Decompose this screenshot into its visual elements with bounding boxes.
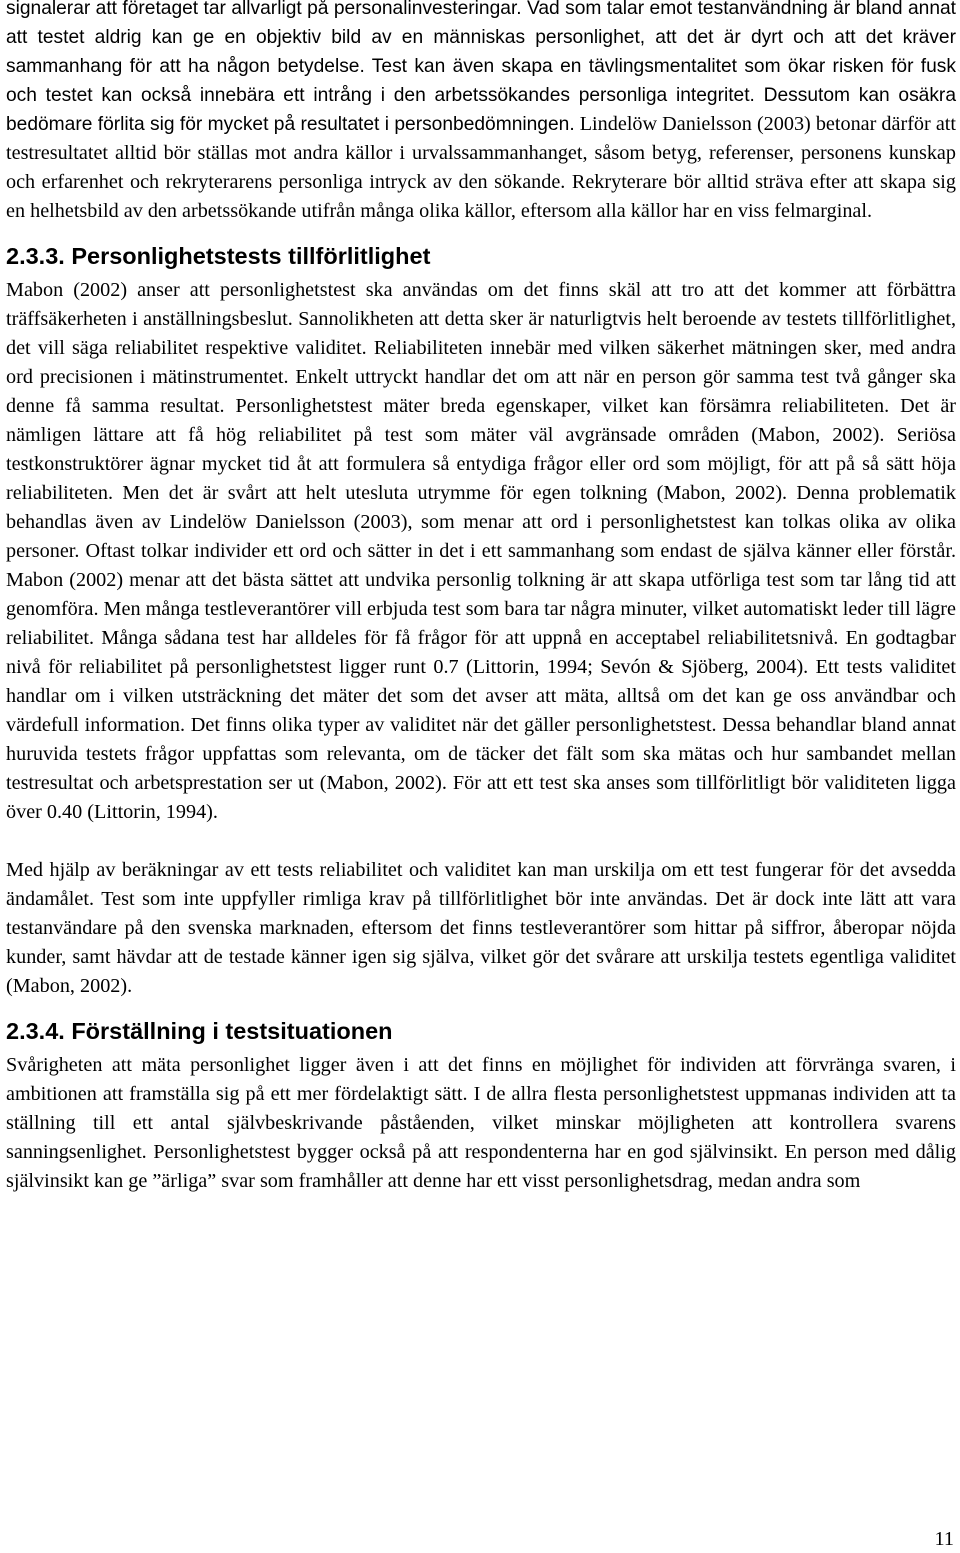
document-page xyxy=(6,0,956,1196)
body-paragraph-1 xyxy=(6,0,956,226)
body-paragraph-4: Svårigheten att mäta personlighet ligger även i att det finns en möjlighet för individen att förvränga svaren, i ambitionen att framställa sig på ett mer fördelaktigt sätt. I de allra flesta personlighetstest uppmanas individen att ta ställning till ett antal självbeskrivande påståenden, vilket minskar möjligheten att kontrollera svarens sanningsenlighet. Personlighetstest bygger också på att respondenterna har en god självinsikt. En person med dålig självinsikt kan ge ”ärliga” svar som framhåller att denne har ett visst personlighetsdrag, medan andra som xyxy=(6,1054,956,1192)
section-heading-2-3-4: 2.3.4. Förställning i testsituationen xyxy=(6,1018,393,1044)
body-paragraph-3: Med hjälp av beräkningar av ett tests reliabilitet och validitet kan man urskilja om ett test fungerar för det avsedda ändamålet. Test som inte uppfyller rimliga krav på tillförlitlighet bör inte användas. Det är dock inte lätt att vara testanvändare på den svenska marknaden, eftersom det finns testleverantörer som hittar på siffror, åberopar nöjda kunder, samt hävdar att de testade känner igen sig själva, vilket gör det svårare att urskilja testets egentliga validitet (Mabon, 2002). xyxy=(6,859,956,997)
paragraph-1-part-3: Lindelöw Danielsson (2003) betonar därför att testresultatet alltid bör ställas mot andra källor i urvalssammanhanget, såsom betyg, referenser, personens kunskap och erfarenhet och rekryterarens personliga intryck av den sökande. Rekryterare bör alltid sträva efter att skapa sig en helhetsbild av den arbetssökande utifrån många olika källor, eftersom alla källor har en viss felmarginal. xyxy=(6,113,956,222)
paragraph-1-part-2: personlighet, att det är dyrt och att det kräver sammanhang för att ha någon betydelse. Test kan även skapa en tävlingsmentalitet som ökar risken för fusk och testet kan också innebära ett intrång i den arbetssökandes personliga integritet. Dessutom kan osäkra bedömare förlita sig för mycket på resultatet i personbedömningen. xyxy=(6,27,956,135)
page-number: 11 xyxy=(934,1528,954,1550)
paragraph-1-part-1: signalerar att företaget tar allvarligt på personalinvesteringar. Vad som talar emot testanvändning är bland annat att testet aldrig kan ge en objektiv bild av en människas xyxy=(6,0,956,48)
section-heading-2-3-3: 2.3.3. Personlighetstests tillförlitlighet xyxy=(6,243,431,269)
body-paragraph-2: Mabon (2002) anser att personlighetstest ska användas om det finns skäl att tro att det kommer att förbättra träffsäkerheten i anställningsbeslut. Sannolikheten att detta sker är naturligtvis helt beroende av testets tillförlitlighet, det vill säga reliabilitet respektive validitet. Reliabiliteten innebär med vilken säkerhet mätningen sker, med andra ord precisionen i mätinstrumentet. Enkelt uttryckt handlar det om att när en person gör samma test två gånger ska denne få samma resultat. Personlighetstest mäter breda egenskaper, vilket kan försämra reliabiliteten. Det är nämligen lättare att få hög reliabilitet på test som mäter väl avgränsade områden (Mabon, 2002). Seriösa testkonstruktörer ägnar mycket tid åt att formulera så entydiga frågor eller ord som möjligt, för att på så sätt höja reliabiliteten. Men det är svårt att helt utesluta utrymme för egen tolkning (Mabon, 2002). Denna problematik behandlas även av Lindelöw Danielsson (2003), som menar att ord i personlighetstest kan tolkas olika av olika personer. Oftast tolkar individer ett ord och sätter in det i ett sammanhang som endast de själva känner eller förstår. Mabon (2002) menar att det bästa sättet att undvika personlig tolkning är att skapa utförliga test som tar lång tid att genomföra. Men många testleverantörer vill erbjuda test som bara tar några minuter, vilket automatiskt leder till lägre reliabilitet. Många sådana test har alldeles för få frågor för att uppnå en acceptabel reliabilitetsnivå. En godtagbar nivå för reliabilitet på personlighetstest ligger runt 0.7 (Littorin, 1994; Sevón & Sjöberg, 2004). Ett tests validitet handlar om i vilken utsträckning det mäter det som det avser att mäta, alltså om det kan ge oss användbar och värdefull information. Det finns olika typer av validitet när det gäller personlighetstest. Dessa behandlar bland annat huruvida testets frågor uppfattas som relevanta, om de täcker det fält som ska mätas och hur sambandet mellan testresultat och arbetsprestation ser ut (Mabon, 2002). För att ett test ska anses som tillförlitligt bör validiteten ligga över 0.40 (Littorin, 1994). xyxy=(6,279,956,823)
